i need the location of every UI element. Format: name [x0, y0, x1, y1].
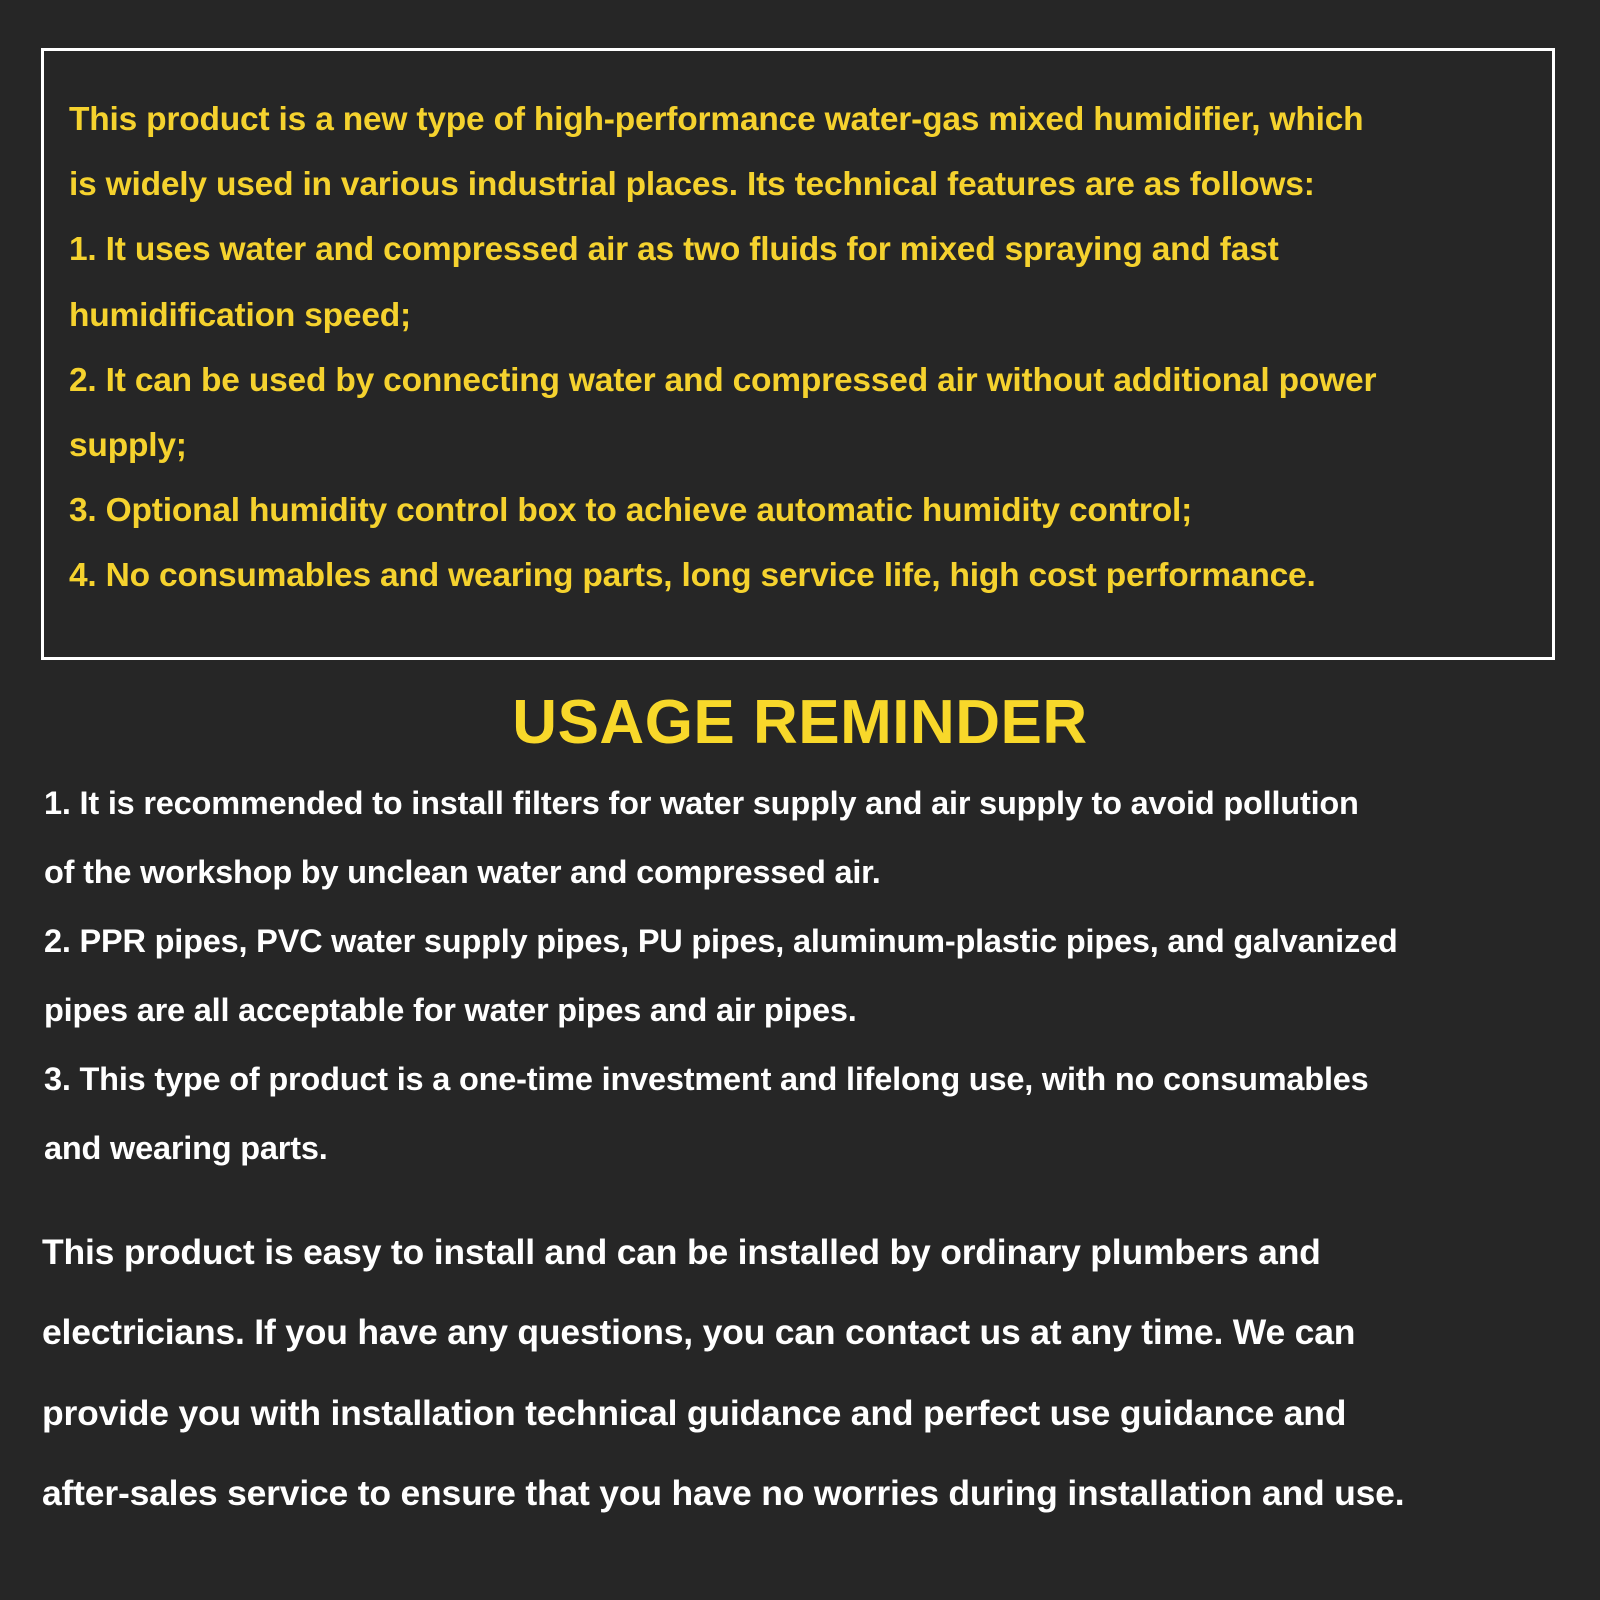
intro-paragraph: This product is a new type of high-performance water-gas mixed humidifier, which is widely used in various industrial places. Its technical features are as follows: — [69, 101, 1364, 204]
reminder-item-1: 1. It is recommended to install filters for water supply and air supply to avoid pollution of the workshop by unclean water and compressed air. — [44, 785, 1359, 890]
reminder-item-3: 3. This type of product is a one-time investment and lifelong use, with no consumables and wearing parts. — [44, 1061, 1369, 1166]
usage-reminder-title: USAGE REMINDER — [512, 688, 1088, 757]
feature-item-3: 3. Optional humidity control box to achieve automatic humidity control; — [69, 492, 1193, 530]
usage-reminder-list — [44, 769, 1584, 1183]
feature-item-1: 1. It uses water and compressed air as two fluids for mixed spraying and fast humidification speed; — [69, 231, 1279, 334]
product-intro-box — [41, 48, 1555, 660]
closing-paragraph: This product is easy to install and can be installed by ordinary plumbers and electricians. If you have any questions, you can contact us at any time. We can provide you with installation technical guidance and perfect use guidance and after-sales service to ensure that you have no worries during installation and use. — [42, 1232, 1405, 1513]
reminder-item-2: 2. PPR pipes, PVC water supply pipes, PU pipes, aluminum-plastic pipes, and galvanized pipes are all acceptable for water pipes and air pipes. — [44, 923, 1398, 1028]
feature-item-2: 2. It can be used by connecting water and compressed air without additional power supply; — [69, 361, 1377, 465]
feature-item-4: 4. No consumables and wearing parts, long service life, high cost performance. — [69, 557, 1316, 595]
